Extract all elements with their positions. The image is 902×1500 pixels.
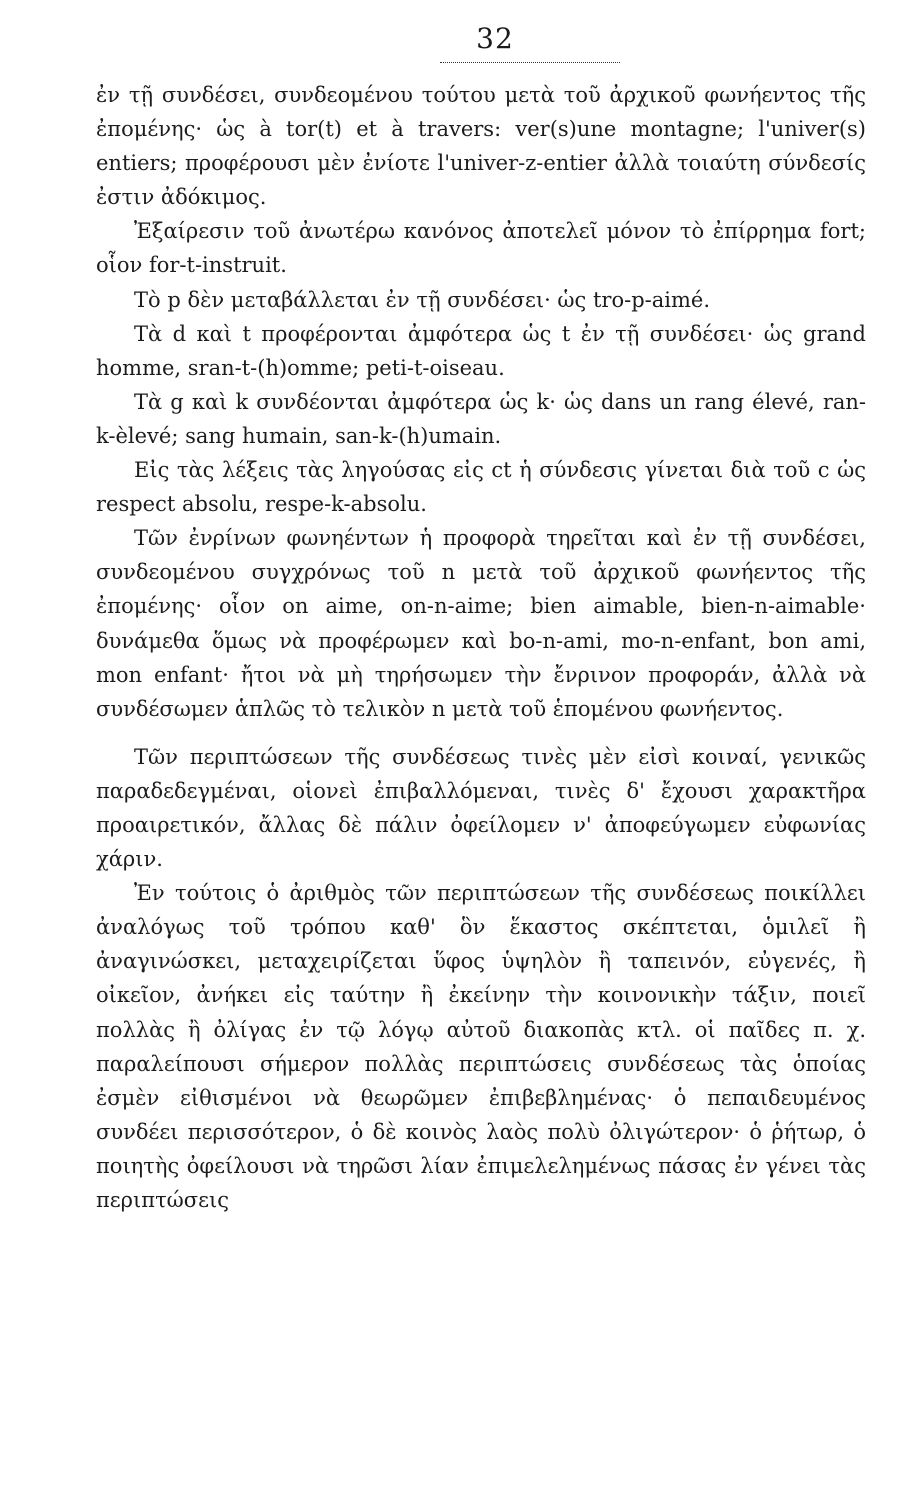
paragraph: ἐν τῇ συνδέσει, συνδεομένου τούτου μετὰ τοῦ ἀρχικοῦ φωνήεντος τῆς ἐπομένης· ὡς à tor(t) et à travers: ver(s)une montagne; l'univer(s) entiers; προφέρουσι μὲν ἐνίοτε l'univer-z-entier ἀλλὰ τοιαύτη σύνδεσίς ἐστιν ἀδόκιμος. bbox=[96, 83, 866, 210]
paragraph: Τὰ g καὶ k συνδέονται ἀμφότερα ὡς k· ὡς dans un rang élevé, ran-k-èlevé; sang humain, san-k-(h)umain. bbox=[96, 389, 866, 448]
paragraph: Τῶν ἐνρίνων φωνηέντων ἡ προφορὰ τηρεῖται καὶ ἐν τῇ συνδέσει, συνδεομένου συγχρόνως τοῦ n μετὰ τοῦ ἀρχικοῦ φωνήεντος τῆς ἐπομένης· οἷον on aime, on-n-aime; bien aimable, bien-n-aimable· δυνάμεθα ὅμως νὰ προφέρωμεν καὶ bo-n-ami, mo-n-enfant, bon ami, mon enfant· ἤτοι νὰ μὴ τηρήσωμεν τὴν ἔνρινον προφοράν, ἀλλὰ νὰ συνδέσωμεν ἁπλῶς τὸ τελικὸν n μετὰ τοῦ ἑπομένου φωνήεντος. bbox=[96, 526, 866, 721]
header-rule bbox=[440, 62, 620, 63]
paragraph: Ἐξαίρεσιν τοῦ ἀνωτέρω κανόνος ἀποτελεῖ μόνον τὸ ἐπίρρημα fort; οἷον for-t-instruit. bbox=[96, 219, 866, 278]
paragraph: Εἰς τὰς λέξεις τὰς ληγούσας εἰς ct ἡ σύνδεσις γίνεται διὰ τοῦ c ὡς respect absolu, respe-k-absolu. bbox=[96, 458, 866, 517]
page-number: 32 bbox=[476, 22, 514, 55]
body-text bbox=[96, 78, 866, 1217]
paragraph: Τῶν περιπτώσεων τῆς συνδέσεως τινὲς μὲν εἰσὶ κοιναί, γενικῶς παραδεδεγμέναι, οἱονεὶ ἐπιβαλλόμεναι, τινὲς δ' ἔχουσι χαρακτῆρα προαιρετικόν, ἄλλας δὲ πάλιν ὀφείλομεν ν' ἀποφεύγωμεν εὐφωνίας χάριν. bbox=[96, 744, 866, 872]
paragraph: Τὰ d καὶ t προφέρονται ἀμφότερα ὡς t ἐν τῇ συνδέσει· ὡς grand homme, sran-t-(h)omme; peti-t-oiseau. bbox=[96, 321, 866, 380]
paragraph: Τὸ p δὲν μεταβάλλεται ἐν τῇ συνδέσει· ὡς tro-p-aimé. bbox=[134, 287, 710, 312]
paragraph: Ἐν τούτοις ὁ ἀριθμὸς τῶν περιπτώσεων τῆς συνδέσεως ποικίλλει ἀναλόγως τοῦ τρόπου καθ' ὃν ἕκαστος σκέπτεται, ὁμιλεῖ ἢ ἀναγινώσκει, μεταχειρίζεται ὕφος ὑψηλὸν ἢ ταπεινόν, εὐγενές, ἢ οἰκεῖον, ἀνήκει εἰς ταύτην ἢ ἐκείνην τὴν κοινονικὴν τάξιν, ποιεῖ πολλὰς ἢ ὀλίγας ἐν τῷ λόγῳ αὐτοῦ διακοπὰς κτλ. οἱ παῖδες π. χ. παραλείπουσι σήμερον πολλὰς περιπτώσεις συνδέσεως τὰς ὁποίας ἐσμὲν εἰθισμένοι νὰ θεωρῶμεν ἐπιβεβλημένας· ὁ πεπαιδευμένος συνδέει περισσότερον, ὁ δὲ κοινὸς λαὸς πολὺ ὀλιγώτερον· ὁ ῥήτωρ, ὁ ποιητὴς ὀφείλουσι νὰ τηρῶσι λίαν ἐπιμελελημένως πάσας ἐν γένει τὰς περιπτώσεις bbox=[96, 881, 866, 1212]
